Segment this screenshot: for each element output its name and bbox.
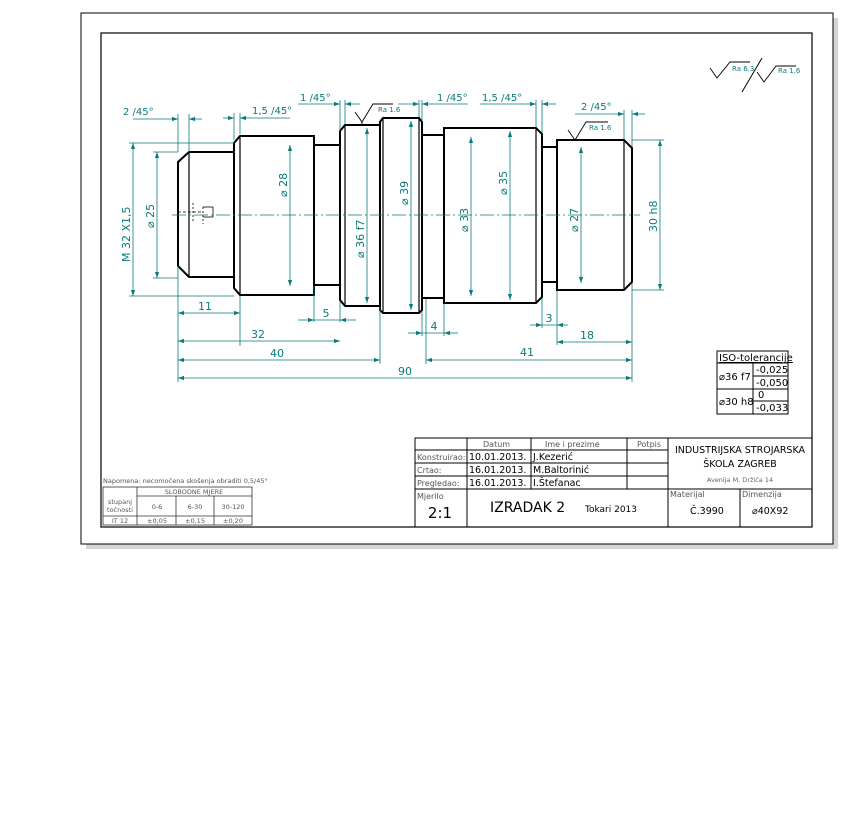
diameter-35-label: ⌀ 35 <box>497 170 510 195</box>
material-label: Materijal <box>670 490 705 499</box>
length-90-label: 90 <box>398 365 412 378</box>
role-pregledao: Pregledao: <box>417 479 460 488</box>
ra-left-label: Ra 1.6 <box>378 106 401 114</box>
col-sign-header: Potpis <box>637 440 662 449</box>
col-date-header: Datum <box>483 440 511 449</box>
length-41-label: 41 <box>520 346 534 359</box>
tolerance-label-top: stupanj <box>107 498 133 506</box>
iso-fit-30: ⌀30 h8 <box>719 397 754 408</box>
tolerance-header: SLOBODNE MJERE <box>164 488 224 496</box>
chamfer-label-6: 2 /45° <box>581 102 612 113</box>
school-name-line1: INDUSTRIJSKA STROJARSKA <box>674 445 806 456</box>
role-crtao: Crtao: <box>417 466 442 475</box>
diameter-28-label: ⌀ 28 <box>277 172 290 197</box>
inner-ra-label: Ra 1.6 <box>778 67 801 75</box>
school-address: Avenija M. Držića 14 <box>706 476 774 484</box>
length-18-label: 18 <box>580 329 594 342</box>
scale-value: 2:1 <box>427 504 453 522</box>
iso-30-upper: 0 <box>758 390 765 401</box>
diameter-36-label: ⌀ 36 f7 <box>354 219 367 258</box>
chamfer-label-5: 1,5 /45° <box>482 93 523 104</box>
iso-table-title: ISO-tolerancije <box>719 353 793 364</box>
name-pregledao: I.Štefanac <box>533 478 581 489</box>
tolerance-range-1: 0-6 <box>151 503 163 511</box>
tolerance-grade: IT 12 <box>111 517 129 525</box>
scale-label: Mjerilo <box>417 492 444 501</box>
role-konstruirao: Konstruirao: <box>417 453 466 462</box>
diameter-39-label: ⌀ 39 <box>398 180 411 205</box>
length-4-label: 4 <box>430 320 438 333</box>
length-3-label: 3 <box>545 312 553 325</box>
tolerance-value-2: ±0,15 <box>185 517 205 525</box>
name-crtao: M.Baltorinić <box>533 465 590 476</box>
diameter-27-label: ⌀ 27 <box>568 207 581 232</box>
length-11-label: 11 <box>198 300 212 313</box>
length-32-label: 32 <box>251 328 265 341</box>
date-konstruirao: 10.01.2013. <box>469 452 527 463</box>
length-5-label: 5 <box>322 307 330 320</box>
chamfer-label-3: 1 /45° <box>300 93 331 104</box>
date-pregledao: 16.01.2013. <box>469 478 527 489</box>
iso-36-lower: -0,050 <box>756 378 789 389</box>
part-name: IZRADAK 2 <box>490 500 566 516</box>
length-40-label: 40 <box>270 347 284 360</box>
tolerance-note: Napomena: necomočena skošenja obraditi 0,5/45° <box>103 477 268 485</box>
diameter-30-label: 30 h8 <box>647 200 660 232</box>
chamfer-label-4: 1 /45° <box>437 93 468 104</box>
chamfer-label-1: 2 /45° <box>123 107 154 118</box>
tolerance-label-bottom: točnosti <box>107 506 133 514</box>
tolerance-value-3: ±0,20 <box>223 517 243 525</box>
iso-36-upper: -0,025 <box>756 365 789 376</box>
tolerance-range-3: 30-120 <box>221 503 245 511</box>
iso-30-lower: -0,033 <box>756 403 789 414</box>
material-value: Č.3990 <box>690 506 724 517</box>
dimension-value: ⌀40X92 <box>752 506 789 517</box>
ra-right-label: Ra 1.6 <box>589 124 612 132</box>
date-crtao: 16.01.2013. <box>469 465 527 476</box>
general-ra-label: Ra 6.3 <box>732 65 755 73</box>
diameter-33-label: ⌀ 33 <box>458 207 471 232</box>
chamfer-label-2: 1,5 /45° <box>252 106 293 117</box>
thread-label: M 32 X1,5 <box>120 206 133 262</box>
name-konstruirao: J.Kezerić <box>533 452 574 463</box>
school-name-line2: ŠKOLA ZAGREB <box>703 459 777 470</box>
dimension-label: Dimenzija <box>742 490 782 499</box>
tolerance-range-2: 6-30 <box>187 503 203 511</box>
part-subtitle: Tokari 2013 <box>585 505 638 515</box>
tolerance-value-1: ±0,05 <box>147 517 167 525</box>
col-name-header: Ime i prezime <box>545 440 600 449</box>
diameter-25-label: ⌀ 25 <box>144 203 157 228</box>
iso-fit-36: ⌀36 f7 <box>719 372 751 383</box>
